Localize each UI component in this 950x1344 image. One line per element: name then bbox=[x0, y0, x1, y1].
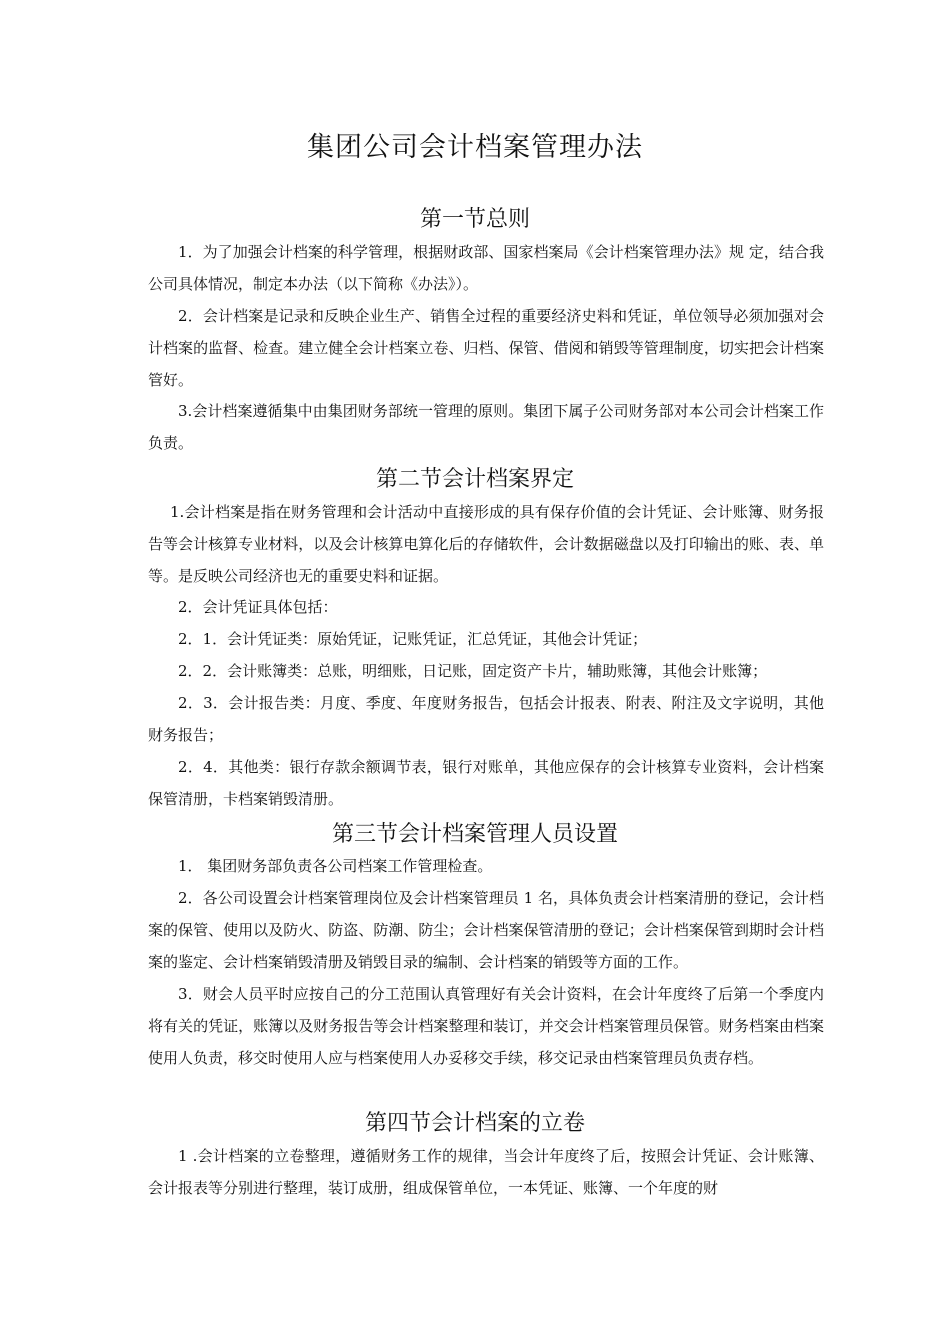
paragraph-1-3: 3.会计档案遵循集中由集团财务部统一管理的原则。集团下属子公司财务部对本公司会计档案工作负责。 bbox=[148, 402, 824, 452]
paragraph-2-6: 2．4．其他类：银行存款余额调节表，银行对账单，其他应保存的会计核算专业资料，会计档案保管清册，卡档案销毁清册。 bbox=[148, 758, 824, 808]
paragraph-2-1: 1.会计档案是指在财务管理和会计活动中直接形成的具有保存价值的会计凭证、会计账簿、财务报告等会计核算专业材料，以及会计核算电算化后的存储软件，会计数据磁盘以及打印输出的账、表、单等。是反映公司经济也无的重要史料和证据。 bbox=[148, 503, 824, 585]
paragraph-2-3: 2．1．会计凭证类：原始凭证，记账凭证，汇总凭证，其他会计凭证； bbox=[178, 630, 648, 648]
document-title: 集团公司会计档案管理办法 bbox=[307, 132, 643, 163]
paragraph-2-2: 2．会计凭证具体包括： bbox=[178, 598, 338, 616]
paragraph-2-4: 2．2．会计账簿类：总账，明细账，日记账，固定资产卡片，辅助账簿，其他会计账簿； bbox=[178, 662, 768, 680]
paragraph-1-1: 1．为了加强会计档案的科学管理，根据财政部、国家档案局《会计档案管理办法》规 定，结合我公司具体情况，制定本办法（以下简称《办法》）。 bbox=[148, 243, 824, 293]
paragraph-4-1: 1 .会计档案的立卷整理，遵循财务工作的规律，当会计年度终了后，按照会计凭证、会计账簿、会计报表等分别进行整理，装订成册，组成保管单位，一本凭证、账簿、一个年度的财 bbox=[148, 1147, 824, 1197]
section-heading-personnel: 第三节会计档案管理人员设置 bbox=[331, 822, 618, 847]
paragraph-2-5: 2．3．会计报告类：月度、季度、年度财务报告，包括会计报表、附表、附注及文字说明，其他财务报告； bbox=[148, 694, 824, 744]
paragraph-3-3: 3．财会人员平时应按自己的分工范围认真管理好有关会计资料，在会计年度终了后第一个季度内将有关的凭证，账簿以及财务报告等会计档案整理和装订，并交会计档案管理员保管。财务档案由档案使用人负责，移交时使用人应与档案使用人办妥移交手续，移交记录由档案管理员负责存档。 bbox=[148, 985, 824, 1067]
section-heading-definition: 第二节会计档案界定 bbox=[375, 467, 574, 492]
paragraph-3-2: 2．各公司设置会计档案管理岗位及会计档案管理员 1 名，具体负责会计档案清册的登记，会计档案的保管、使用以及防火、防盗、防潮、防尘；会计档案保管清册的登记；会计档案保管到期时会计档案的鉴定、会计档案销毁清册及销毁目录的编制、会计档案的销毁等方面的工作。 bbox=[148, 889, 824, 971]
section-heading-filing: 第四节会计档案的立卷 bbox=[364, 1111, 585, 1136]
section-heading-general: 第一节总则 bbox=[419, 207, 530, 232]
paragraph-3-1: 1． 集团财务部负责各公司档案工作管理检查。 bbox=[178, 857, 493, 875]
paragraph-1-2: 2．会计档案是记录和反映企业生产、销售全过程的重要经济史料和凭证，单位领导必须加强对会计档案的监督、检查。建立健全会计档案立卷、归档、保管、借阅和销毁等管理制度，切实把会计档案管好。 bbox=[148, 307, 824, 389]
